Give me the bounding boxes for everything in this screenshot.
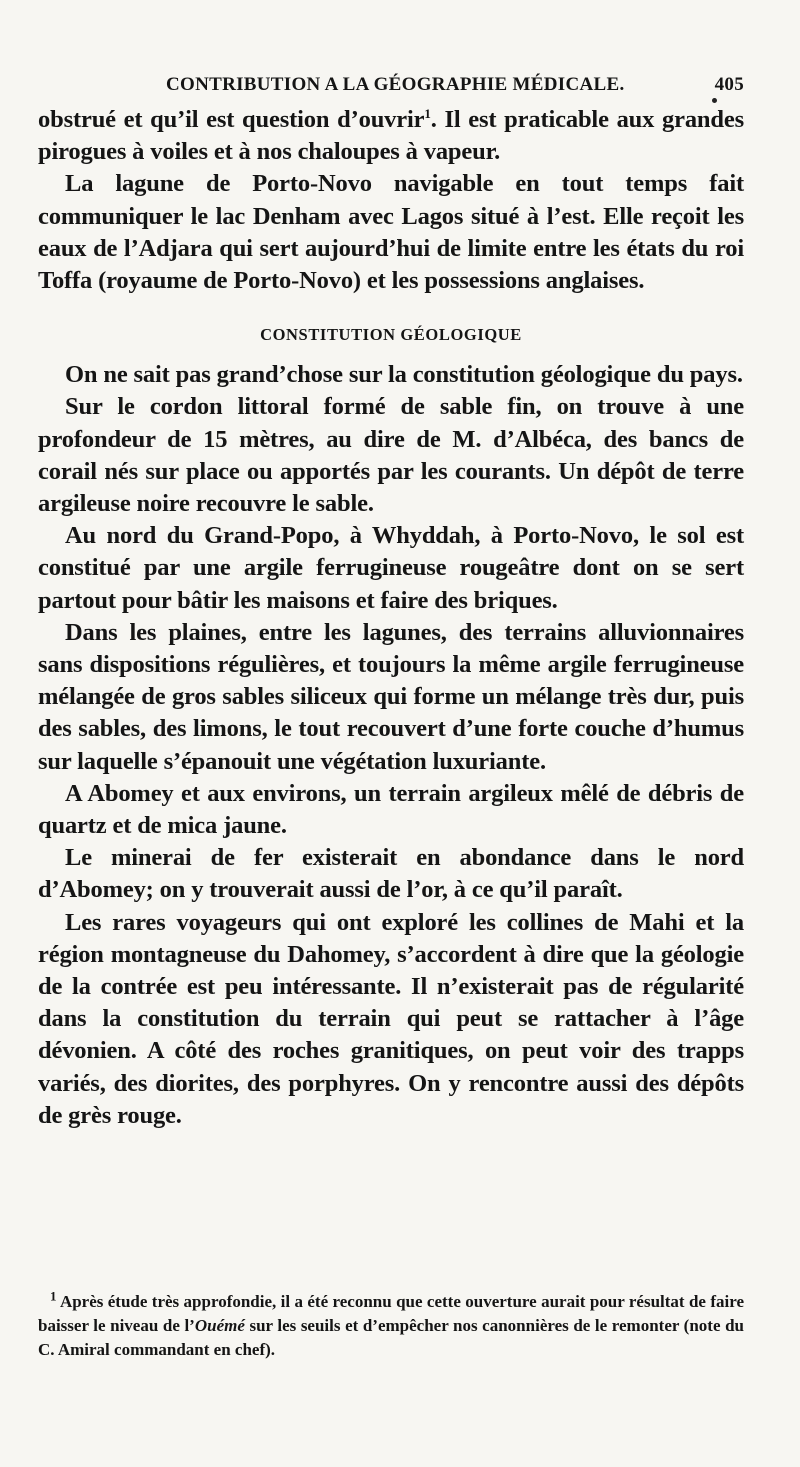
page-body: [38, 72, 744, 1132]
section-heading: CONSTITUTION GÉOLOGIQUE: [260, 325, 522, 345]
paragraph: Sur le cordon littoral formé de sable fin, on trouve à une profondeur de 15 mètres, au dire de M. d’Albéca, des bancs de corail nés sur place ou apportés par les courants. Un dépôt de terre argileuse noire recouvre le sable.: [38, 393, 744, 518]
paragraph: Le minerai de fer existerait en abondance dans le nord d’Abomey; on y trouverait aussi de l’or, à ce qu’il paraît.: [38, 844, 744, 904]
paragraph-text: . Il est praticable aux grandes pirogues à voiles et à nos chaloupes à vapeur.: [38, 106, 744, 166]
footnote-text: Après étude très approfondie, il a été reconnu que cette ouverture aurait pour résultat de faire baisser le niveau de l’: [38, 1292, 744, 1335]
footnote-text: sur les seuils et d’empêcher nos canonnières de le remonter (note du C. Amiral commandant en chef).: [38, 1316, 744, 1359]
footnote: [38, 1290, 744, 1362]
running-header: [38, 72, 744, 104]
paragraph: A Abomey et aux environs, un terrain argileux mêlé de débris de quartz et de mica jaune.: [38, 779, 744, 840]
running-title: CONTRIBUTION A LA GÉOGRAPHIE MÉDICALE.: [166, 74, 625, 95]
footnote-italic-term: Ouémé: [194, 1316, 245, 1335]
paragraph: On ne sait pas grand’chose sur la constitution géologique du pays.: [65, 361, 743, 389]
paragraph: Au nord du Grand-Popo, à Whyddah, à Porto-Novo, le sol est constitué par une argile ferrugineuse rougeâtre dont on se sert partout pour bâtir les maisons et faire des briques.: [38, 522, 744, 614]
footnote-marker: 1: [50, 1288, 57, 1304]
paragraph: Dans les plaines, entre les lagunes, des terrains alluvionnaires sans dispositions régulières, et toujours la même argile ferrugineuse mélangée de gros sables siliceux qui forme un mélange très dur, puis des sables, des limons, le tout recouvert d’une forte couche d’humus sur laquelle s’épanouit une végétation luxuriante.: [38, 618, 744, 775]
paragraph-text: obstrué et qu’il est question d’ouvrir: [38, 106, 425, 133]
footnote-reference: 1: [424, 105, 431, 121]
page-number: 405: [714, 74, 744, 95]
paragraph-continued: [38, 104, 744, 168]
paragraph: La lagune de Porto-Novo navigable en tout temps fait communiquer le lac Denham avec Lagos situé à l’est. Elle reçoit les eaux de l’Adjara qui sert aujourd’hui de limite entre les états du roi Toffa (royaume de Porto-Novo) et les possessions anglaises.: [38, 170, 744, 295]
paragraph: Les rares voyageurs qui ont exploré les collines de Mahi et la région montagneuse du Dahomey, s’accordent à dire que la géologie de la contrée est peu intéressante. Il n’existerait pas de régularité dans la constitution du terrain qui peut se rattacher à l’âge dévonien. A côté des roches granitiques, on peut voir des trapps variés, des diorites, des porphyres. On y rencontre aussi des dépôts de grès rouge.: [38, 908, 744, 1129]
